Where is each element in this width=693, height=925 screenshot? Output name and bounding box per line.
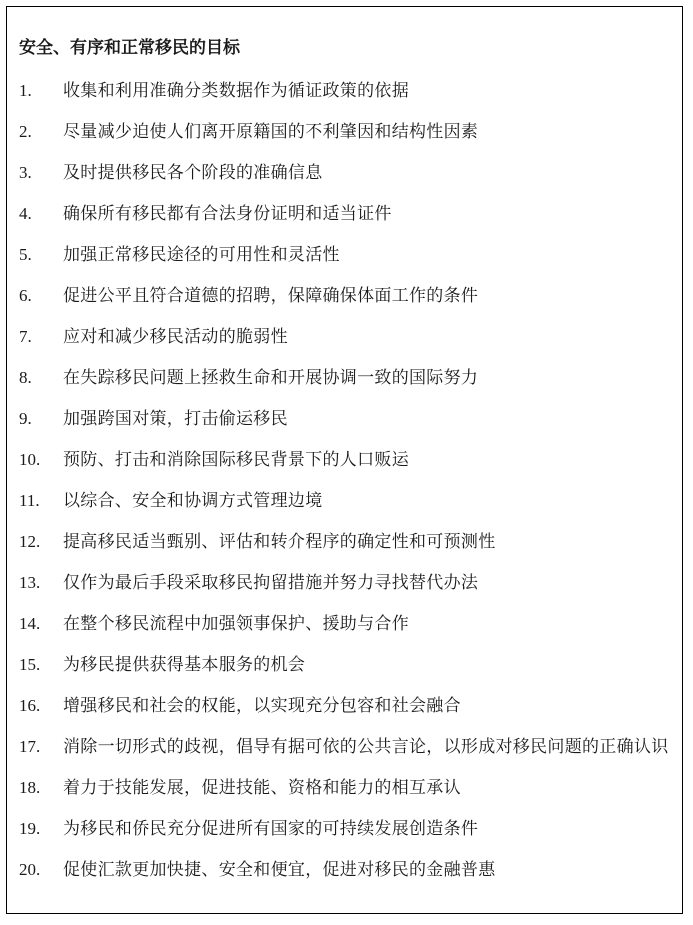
objective-number: 4. xyxy=(19,204,32,223)
objective-text: 加强跨国对策，打击偷运移民 xyxy=(63,409,288,429)
objective-text: 尽量减少迫使人们离开原籍国的不利肇因和结构性因素 xyxy=(63,122,479,142)
objective-item xyxy=(19,446,679,474)
objective-item xyxy=(19,651,679,679)
objective-item xyxy=(19,733,679,761)
objective-number: 18. xyxy=(19,778,41,797)
objective-item xyxy=(19,323,679,351)
objective-number: 13. xyxy=(19,573,41,592)
box-title: 安全、有序和正常移民的目标 xyxy=(19,38,240,58)
objective-item xyxy=(19,405,679,433)
objective-text: 消除一切形式的歧视，倡导有据可依的公共言论，以形成对移民问题的正确认识 xyxy=(63,737,669,757)
objective-item xyxy=(19,487,679,515)
objective-number: 19. xyxy=(19,819,41,838)
objective-text: 在整个移民流程中加强领事保护、援助与合作 xyxy=(63,614,409,634)
objective-text: 为移民和侨民充分促进所有国家的可持续发展创造条件 xyxy=(63,819,479,839)
objective-number: 16. xyxy=(19,696,41,715)
objectives-list xyxy=(19,77,679,897)
objective-item xyxy=(19,282,679,310)
objective-text: 以综合、安全和协调方式管理边境 xyxy=(63,491,323,511)
objective-text: 提高移民适当甄别、评估和转介程序的确定性和可预测性 xyxy=(63,532,496,552)
objective-item xyxy=(19,692,679,720)
objective-number: 1. xyxy=(19,81,32,100)
objective-text: 促使汇款更加快捷、安全和便宜，促进对移民的金融普惠 xyxy=(63,860,496,880)
objective-number: 12. xyxy=(19,532,41,551)
objective-number: 15. xyxy=(19,655,41,674)
objective-text: 着力于技能发展，促进技能、资格和能力的相互承认 xyxy=(63,778,461,798)
objective-number: 9. xyxy=(19,409,32,428)
objective-text: 预防、打击和消除国际移民背景下的人口贩运 xyxy=(63,450,409,470)
objective-item xyxy=(19,159,679,187)
objective-text: 及时提供移民各个阶段的准确信息 xyxy=(63,163,323,183)
objective-item xyxy=(19,200,679,228)
objective-item xyxy=(19,241,679,269)
objective-text: 增强移民和社会的权能，以实现充分包容和社会融合 xyxy=(63,696,461,716)
objective-number: 8. xyxy=(19,368,32,387)
objective-number: 3. xyxy=(19,163,32,182)
objective-text: 仅作为最后手段采取移民拘留措施并努力寻找替代办法 xyxy=(63,573,479,593)
objective-number: 6. xyxy=(19,286,32,305)
objective-item xyxy=(19,856,679,884)
objective-text: 加强正常移民途径的可用性和灵活性 xyxy=(63,245,340,265)
objective-item xyxy=(19,610,679,638)
objective-item xyxy=(19,774,679,802)
objective-number: 5. xyxy=(19,245,32,264)
objective-text: 促进公平且符合道德的招聘，保障确保体面工作的条件 xyxy=(63,286,479,306)
objective-item xyxy=(19,815,679,843)
objective-text: 在失踪移民问题上拯救生命和开展协调一致的国际努力 xyxy=(63,368,479,388)
objective-number: 20. xyxy=(19,860,41,879)
objective-number: 17. xyxy=(19,737,41,756)
objective-text: 确保所有移民都有合法身份证明和适当证件 xyxy=(63,204,392,224)
objective-text: 收集和利用准确分类数据作为循证政策的依据 xyxy=(63,81,409,101)
objective-item xyxy=(19,77,679,105)
objective-item xyxy=(19,364,679,392)
objective-text: 应对和减少移民活动的脆弱性 xyxy=(63,327,288,347)
objective-number: 14. xyxy=(19,614,41,633)
objective-number: 10. xyxy=(19,450,41,469)
objective-item xyxy=(19,118,679,146)
objective-number: 7. xyxy=(19,327,32,346)
objective-text: 为移民提供获得基本服务的机会 xyxy=(63,655,306,675)
objective-number: 2. xyxy=(19,122,32,141)
objective-number: 11. xyxy=(19,491,40,510)
objectives-box xyxy=(6,6,683,914)
objective-item xyxy=(19,528,679,556)
objective-item xyxy=(19,569,679,597)
